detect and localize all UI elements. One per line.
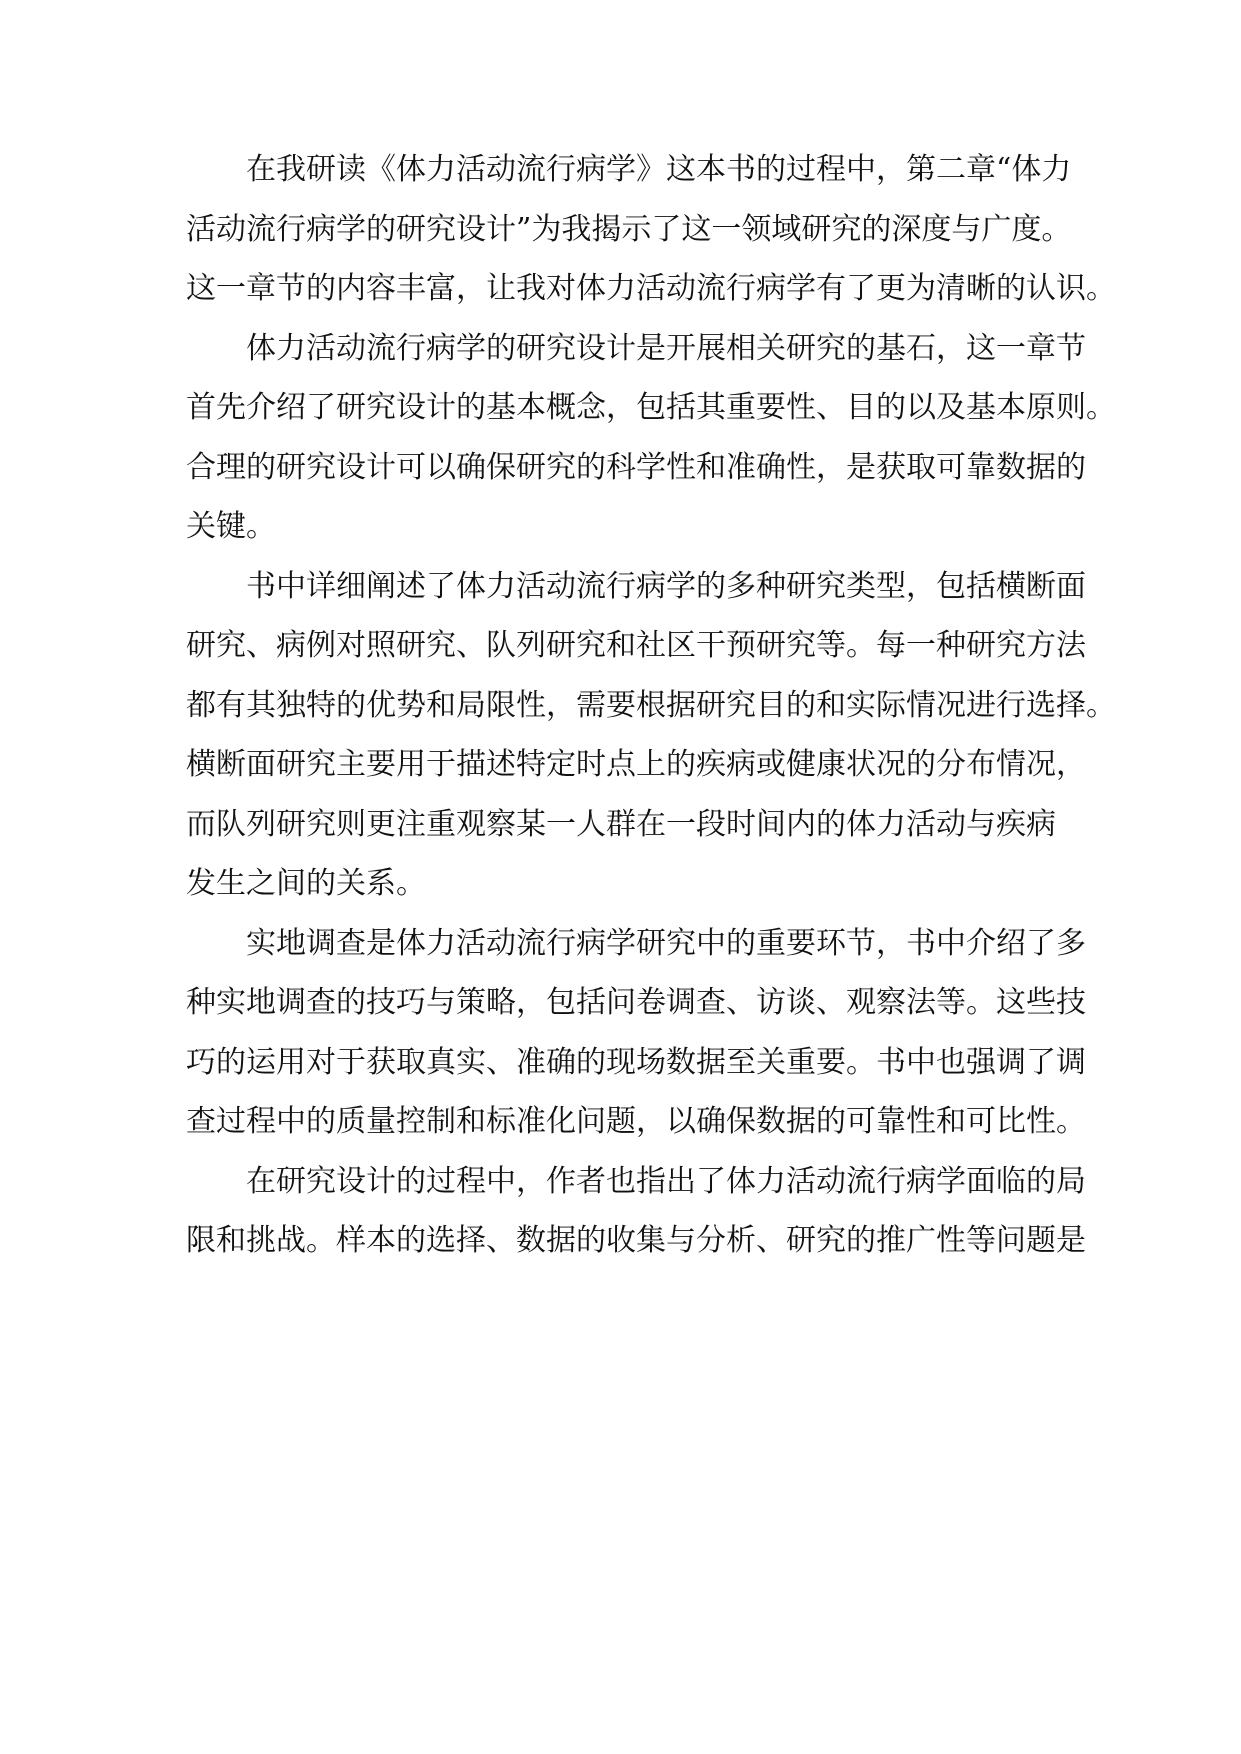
paragraph-4-line-4: 查过程中的质量控制和标准化问题，以确保数据的可靠性和可比性。: [186, 1104, 1086, 1139]
paragraph-5-line-1: 在研究设计的过程中，作者也指出了体力活动流行病学面临的局: [246, 1163, 1086, 1199]
paragraph-2-line-4: 关键。: [186, 509, 276, 544]
paragraph-3-line-3: 都有其独特的优势和局限性，需要根据研究目的和实际情况进行选择。: [186, 687, 1116, 723]
paragraph-3-line-6: 发生之间的关系。: [186, 866, 426, 901]
paragraph-2-line-3: 合理的研究设计可以确保研究的科学性和准确性，是获取可靠数据的: [186, 449, 1086, 485]
paragraph-3-line-2: 研究、病例对照研究、队列研究和社区干预研究等。每一种研究方法: [186, 628, 1086, 663]
paragraph-3-line-1: 书中详细阐述了体力活动流行病学的多种研究类型，包括横断面: [246, 568, 1086, 604]
paragraph-1-line-1: 在我研读《体力活动流行病学》这本书的过程中，第二章“体力: [246, 152, 1072, 187]
paragraph-4-line-2: 种实地调查的技巧与策略，包括问卷调查、访谈、观察法等。这些技: [186, 985, 1086, 1020]
paragraph-4-line-1: 实地调查是体力活动流行病学研究中的重要环节，书中介绍了多: [246, 925, 1086, 961]
paragraph-1-line-3: 这一章节的内容丰富，让我对体力活动流行病学有了更为清晰的认识。: [186, 271, 1116, 306]
paragraph-1-line-2: 活动流行病学的研究设计”为我揭示了这一领域研究的深度与广度。: [186, 211, 1072, 247]
paragraph-5-line-2: 限和挑战。样本的选择、数据的收集与分析、研究的推广性等问题是: [186, 1223, 1086, 1258]
paragraph-3-line-5: 而队列研究则更注重观察某一人群在一段时间内的体力活动与疾病: [186, 806, 1056, 842]
body-text: [186, 140, 1116, 1271]
paragraph-4-line-3: 巧的运用对于获取真实、准确的现场数据至关重要。书中也强调了调: [186, 1044, 1086, 1080]
paragraph-2-line-2: 首先介绍了研究设计的基本概念，包括其重要性、目的以及基本原则。: [186, 390, 1116, 425]
paragraph-2-line-1: 体力活动流行病学的研究设计是开展相关研究的基石，这一章节: [246, 330, 1086, 366]
paragraph-3-line-4: 横断面研究主要用于描述特定时点上的疾病或健康状况的分布情况，: [186, 747, 1086, 782]
